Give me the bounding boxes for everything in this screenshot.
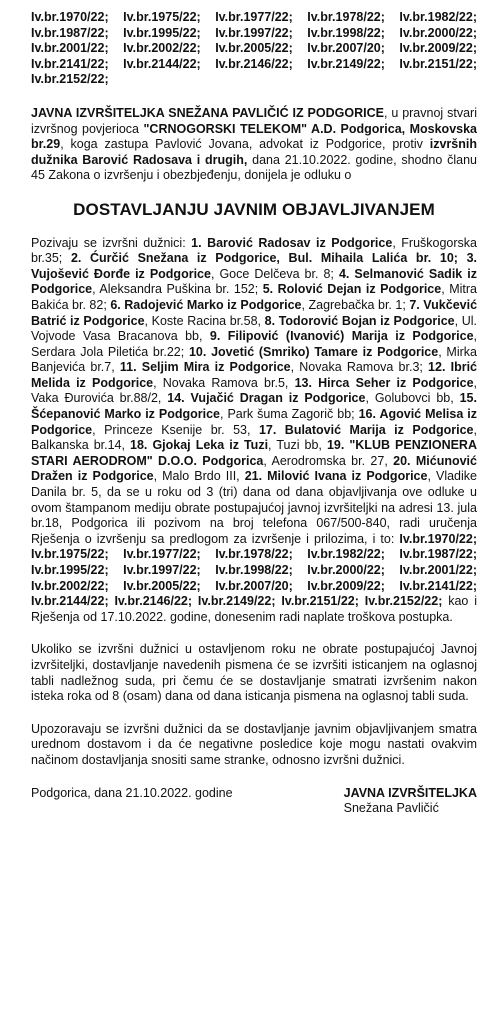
- summons-text-segment: , Novaka Ramova br.3;: [290, 360, 429, 375]
- case-number-list: [31, 10, 477, 88]
- intro-paragraph: [31, 106, 477, 184]
- summons-text-segment: , Vladike Danila br. 5, da se u roku od 3 (tri) dana od dana objavljivanja ove odluke u ovom štampanom mediju obrate postupajućoj javnoj izvršiteljki na adresi 13. jula br.18, Podgorica ili pozivom na broj telefona 067/500-840, radi uručenja Rješenja o izvršenju sa predlogom za izvršenje i prilozima, i to:: [31, 469, 477, 546]
- case-number: Iv.br.1987/22;: [31, 25, 109, 40]
- summons-text-segment: , Koste Racina br.58,: [144, 313, 265, 328]
- summons-bold-segment: 19. "KLUB PENZIONERA STARI AERODROM" D.O.O. Podgorica: [31, 438, 477, 468]
- footer: [31, 786, 477, 817]
- summons-bold-segment: 5. Rolović Dejan iz Podgorice: [262, 282, 442, 297]
- summons-bold-segment: 11. Seljim Mira iz Podgorice: [119, 360, 291, 375]
- case-number: Iv.br.2152/22;: [31, 72, 109, 87]
- case-number: Iv.br.1982/22;: [399, 10, 477, 24]
- summons-bold-segment: 6. Radojević Marko iz Podgorice: [110, 297, 302, 312]
- summons-bold-segment: 1. Barović Radosav iz Podgorice: [191, 235, 393, 250]
- summons-text-segment: , Princeze Ksenije br. 53,: [92, 422, 259, 437]
- summons-text-segment: , Mitra Bakića br. 82;: [31, 282, 477, 312]
- debtor-name: izvršnih dužnika Barović Radosava i drugih,: [31, 137, 477, 167]
- intro-text-3: dana 21.10.2022. godine, shodno članu 45 Zakona o izvršenju i obezbjeđenju, donijela je odluku o: [31, 152, 477, 183]
- signature-block: [344, 786, 477, 817]
- case-number: Iv.br.2000/22;: [399, 25, 477, 40]
- notice-heading: DOSTAVLJANJU JAVNIM OBJAVLJIVANJEM: [73, 199, 435, 219]
- warning-paragraph: Upozoravaju se izvršni dužnici da se dostavljanje javnim objavljivanjem smatra urednom dostavom i da će negativne posledice koje mogu nastati ovakvim načinom dostavljanja snositi same stranke, odnosno izvršni dužnici.: [31, 721, 477, 767]
- summons-text-segment: , Novaka Ramova br.5,: [153, 375, 295, 390]
- intro-text-2: , koga zastupa Pavlović Jovana, advokat iz Podgorice, protiv: [60, 137, 430, 152]
- summons-text-segment: , Vaka Đurovića br.88/2,: [31, 375, 477, 406]
- summons-bold-segment: 15. Šćepanović Marko iz Podgorice: [31, 391, 477, 422]
- creditor-name: "CRNOGORSKI TELEKOM" A.D. Podgorica, Moskovska br.29: [31, 121, 477, 152]
- intro-text-1: , u pravnoj stvari izvršnog povjerioca: [31, 105, 477, 136]
- case-number: Iv.br.2009/22;: [399, 41, 477, 56]
- summons-bold-segment: 7. Vukčević Batrić iz Podgorice: [31, 297, 478, 328]
- summons-text-segment: , Park šuma Zagorič bb;: [220, 407, 359, 422]
- place-date: Podgorica, dana 21.10.2022. godine: [31, 785, 233, 800]
- summons-bold-segment: 17. Bulatović Marija iz Podgorice: [258, 422, 474, 437]
- case-number: Iv.br.1975/22;: [123, 10, 201, 24]
- summons-text-segment: , Aleksandra Puškina br. 152;: [92, 282, 263, 297]
- summons-bold-segment: 9. Filipović (Ivanović) Marija iz Podgorice: [209, 329, 474, 344]
- summons-text-segment: , Zagrebačka br. 1;: [301, 297, 410, 312]
- summons-bold-segment: 20. Mićunović Dražen iz Podgorice: [31, 453, 477, 484]
- summons-text-segment: , Aerodromska br. 27,: [263, 453, 394, 468]
- case-number: Iv.br.1977/22;: [215, 10, 293, 24]
- summons-bold-segment: 21. Milović Ivana iz Podgorice: [244, 469, 428, 484]
- case-number: Iv.br.2146/22;: [215, 56, 293, 71]
- case-number: Iv.br.1998/22;: [307, 25, 385, 40]
- case-number: Iv.br.2005/22;: [215, 41, 293, 56]
- case-number: Iv.br.1997/22;: [215, 25, 293, 40]
- case-number: Iv.br.1995/22;: [123, 25, 201, 40]
- summons-bold-segment: 2. Ćurčić Snežana iz Podgorice, Bul. Mihaila Lalića br. 10; 3. Vujošević Đorđe iz Podgorice: [31, 251, 478, 281]
- summons-bold-segment: 8. Todorović Bojan iz Podgorice: [264, 313, 455, 328]
- signature-title: JAVNA IZVRŠITELJKA: [343, 785, 477, 800]
- executor-name: JAVNA IZVRŠITELJKA SNEŽANA PAVLIČIĆ IZ PODGORICE: [31, 105, 384, 120]
- case-number: Iv.br.2001/22;: [31, 41, 109, 56]
- case-number: Iv.br.1978/22;: [307, 10, 385, 24]
- case-number: Iv.br.2149/22;: [307, 56, 385, 71]
- case-number: Iv.br.1970/22;: [31, 10, 109, 24]
- case-number: Iv.br.2002/22;: [123, 41, 201, 56]
- case-number: Iv.br.2007/20;: [307, 41, 385, 56]
- summons-text-segment: , Serdara Jola Piletića br.22;: [31, 329, 478, 359]
- summons-text-segment: , Balkanska br.14,: [31, 422, 477, 453]
- summons-bold-segment: 10. Jovetić (Smriko) Tamare iz Podgorice: [188, 344, 439, 359]
- summons-bold-segment: 18. Gjokaj Leka iz Tuzi: [130, 438, 269, 453]
- summons-text-segment: , Mirka Banjevića br.7,: [31, 344, 477, 375]
- summons-bold-segment: Iv.br.1970/22; Iv.br.1975/22; Iv.br.1977/22; Iv.br.1978/22; Iv.br.1982/22; Iv.br.1987/22; Iv.br.1995/22; Iv.br.1997/22; Iv.br.1998/22; Iv.br.2000/22; Iv.br.2001/22; Iv.br.2002/22; Iv.br.2005/22; Iv.br.2007/20; Iv.br.2009/22; Iv.br.2141/22; Iv.br.2144/22; Iv.br.2146/22; Iv.br.2149/22; Iv.br.2151/22; Iv.br.2152/22;: [31, 531, 477, 609]
- notice-paragraph: Ukoliko se izvršni dužnici u ostavljenom roku ne obrate postupajućoj Javnoj izvršiteljki, dostavljanje navedenih pismena će se izvršiti isticanjem na oglasnoj tabli nadležnog suda, pri čemu će se dostavljanje smatrati izvršenim nakon isteka roka od 8 (osam) dana od dana isticanja pismena na oglasnoj tabli suda.: [31, 642, 477, 704]
- signature-name: Snežana Pavličić: [343, 801, 439, 816]
- case-number: Iv.br.2144/22;: [123, 56, 201, 71]
- summons-text-segment: , Golubovci bb,: [365, 391, 460, 406]
- case-number: Iv.br.2151/22;: [399, 56, 477, 71]
- summons-text-segment: , Goce Delčeva br. 8;: [210, 266, 339, 281]
- summons-text-segment: kao i Rješenja od 17.10.2022. godine, donesenim radi naplate troškova postupka.: [31, 594, 477, 624]
- summons-bold-segment: 13. Hirca Seher iz Podgorice: [294, 375, 474, 390]
- case-number: Iv.br.2141/22;: [31, 56, 109, 71]
- summons-bold-segment: 4. Selmanović Sadik iz Podgorice: [31, 266, 477, 297]
- summons-text-segment: , Malo Brdo III,: [153, 469, 245, 484]
- summons-bold-segment: 16. Agović Melisa iz Podgorice: [31, 407, 477, 437]
- summons-bold-segment: 14. Vujačić Dragan iz Podgorice: [167, 391, 366, 406]
- summons-text-segment: , Fruškogorska br.35;: [31, 235, 477, 266]
- summons-paragraph: [31, 236, 477, 626]
- summons-text-segment: Pozivaju se izvršni dužnici:: [31, 235, 192, 250]
- summons-text-segment: , Tuzi bb,: [268, 438, 327, 453]
- summons-text-segment: , Ul. Vojvode Vasa Bracanova bb,: [31, 313, 478, 344]
- summons-bold-segment: 12. Ibrić Melida iz Podgorice: [31, 360, 477, 390]
